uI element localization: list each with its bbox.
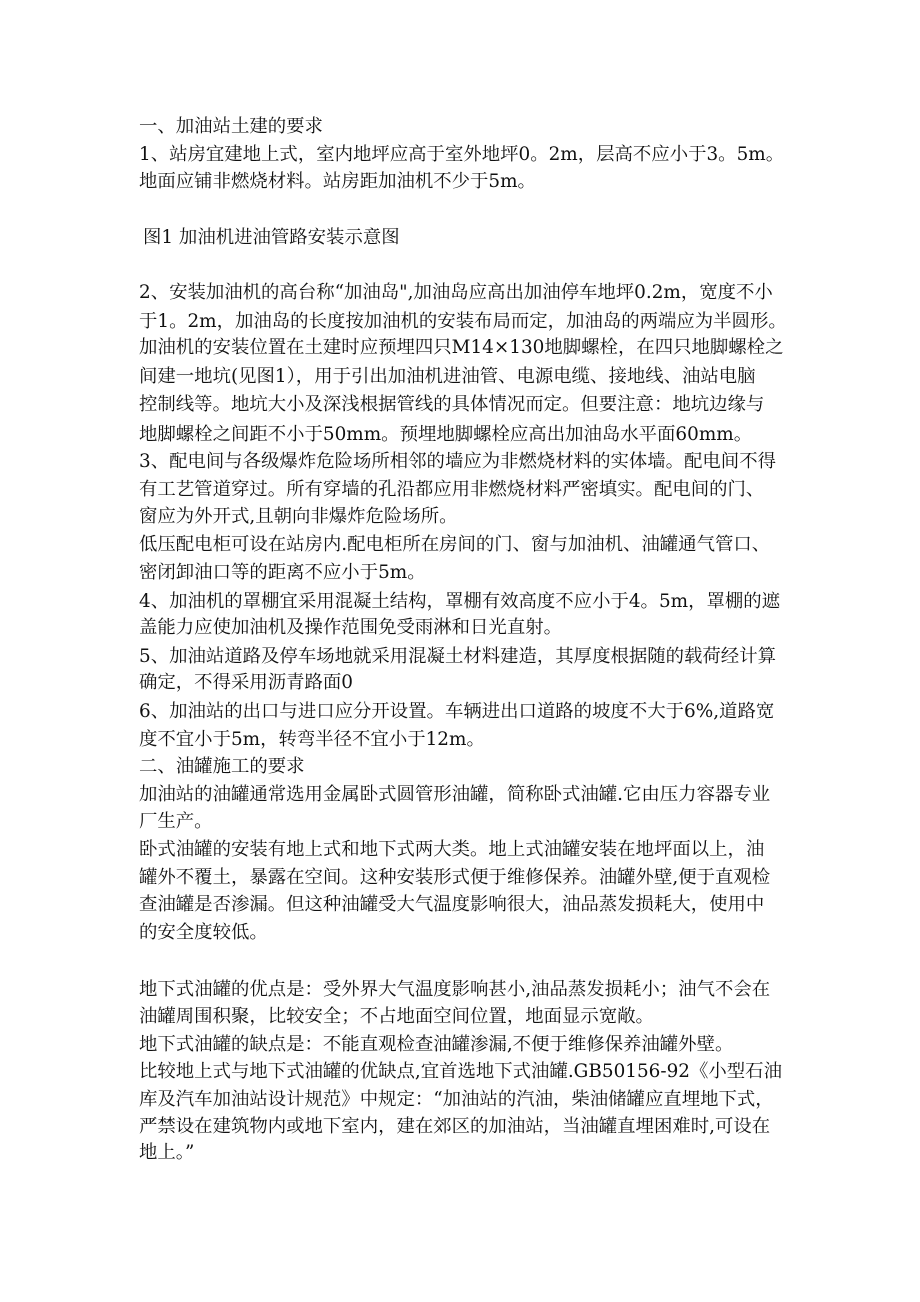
text-line: 5、加油站道路及停车场地就采用混凝土材料建造，其厚度根据随的载荷经计算 [139, 646, 776, 667]
text-line: 地上。” [139, 1142, 195, 1163]
text-line: 盖能力应使加油机及操作范围免受雨淋和日光直射。 [139, 617, 562, 638]
text-line: 地下式油罐的优点是：受外界大气温度影响甚小,油品蒸发损耗小；油气不会在 [139, 979, 771, 1000]
text-line: 厂生产。 [139, 811, 213, 832]
figure-caption: 图1 加油机进油管路安装示意图 [143, 227, 400, 248]
text-line: 库及汽车加油站设计规范》中规定：“加油站的汽油，柴油储罐应直埋地下式， [139, 1089, 774, 1110]
text-line: 密闭卸油口等的距离不应小于5m。 [139, 562, 426, 583]
text-line: 罐外不覆土，暴露在空间。这种安装形式便于维修保养。油罐外壁,便于直观检 [139, 867, 771, 888]
text-line: 查油罐是否渗漏。但这种油罐受大气温度影响很大，油品蒸发损耗大，使用中 [139, 894, 765, 915]
text-line: 比较地上式与地下式油罐的优缺点,宜首选地下式油罐.GB50156-92《小型石油 [139, 1061, 782, 1082]
text-line: 控制线等。地坑大小及深浅根据管线的具体情况而定。但要注意：地坑边缘与 [139, 394, 765, 415]
text-line: 于1。2m，加油岛的长度按加油机的安装布局而定，加油岛的两端应为半圆形。 [139, 311, 787, 332]
text-line: 地脚螺栓之间距不小于50mm。预埋地脚螺栓应高出加油岛水平面60mm。 [139, 424, 753, 445]
text-line: 加油站的油罐通常选用金属卧式圆管形油罐，简称卧式油罐.它由压力容器专业 [139, 784, 771, 805]
text-line: 6、加油站的出口与进口应分开设置。车辆进出口道路的坡度不大于6%,道路宽 [139, 701, 775, 722]
text-line: 确定，不得采用沥青路面0 [139, 672, 353, 693]
section-heading: 一、加油站土建的要求 [139, 116, 323, 137]
text-line: 有工艺管道穿过。所有穿墙的孔沿都应用非燃烧材料严密填实。配电间的门、 [139, 479, 765, 500]
text-line: 低压配电柜可设在站房内.配电柜所在房间的门、窗与加油机、油罐通气管口、 [139, 534, 771, 555]
text-line: 卧式油罐的安装有地上式和地下式两大类。地上式油罐安装在地坪面以上，油 [139, 839, 765, 860]
text-line: 3、配电间与各级爆炸危险场所相邻的墙应为非燃烧材料的实体墙。配电间不得 [139, 451, 776, 472]
text-line: 窗应为外开式,且朝向非爆炸危险场所。 [139, 506, 458, 527]
text-line: 的安全度较低。 [139, 922, 268, 943]
text-line: 4、加油机的罩棚宜采用混凝土结构，罩棚有效高度不应小于4。5m，罩棚的遮 [139, 591, 781, 612]
text-line: 度不宜小于5m，转弯半径不宜小于12m。 [139, 729, 485, 750]
text-line: 油罐周围积聚，比较安全；不占地面空间位置，地面显示宽敞。 [139, 1006, 654, 1027]
text-line: 间建一地坑(见图1），用于引出加油机进油管、电源电缆、接地线、油站电脑 [139, 366, 756, 387]
section-heading: 二、油罐施工的要求 [139, 756, 305, 777]
text-line: 2、安装加油机的高台称“加油岛",加油岛应高出加油停车地坪0.2m，宽度不小 [139, 282, 773, 303]
text-line: 地下式油罐的缺点是：不能直观检查油罐渗漏,不便于维修保养油罐外壁。 [139, 1034, 734, 1055]
text-line: 严禁设在建筑物内或地下室内，建在郊区的加油站，当油罐直埋困难时,可设在 [139, 1116, 771, 1137]
text-line: 地面应铺非燃烧材料。站房距加油机不少于5m。 [139, 171, 536, 192]
text-line: 加油机的安装位置在土建时应预埋四只M14×130地脚螺栓，在四只地脚螺栓之 [139, 337, 784, 358]
text-line: 1、站房宜建地上式，室内地坪应高于室外地坪0。2m，层高不应小于3。5m。 [139, 144, 785, 165]
